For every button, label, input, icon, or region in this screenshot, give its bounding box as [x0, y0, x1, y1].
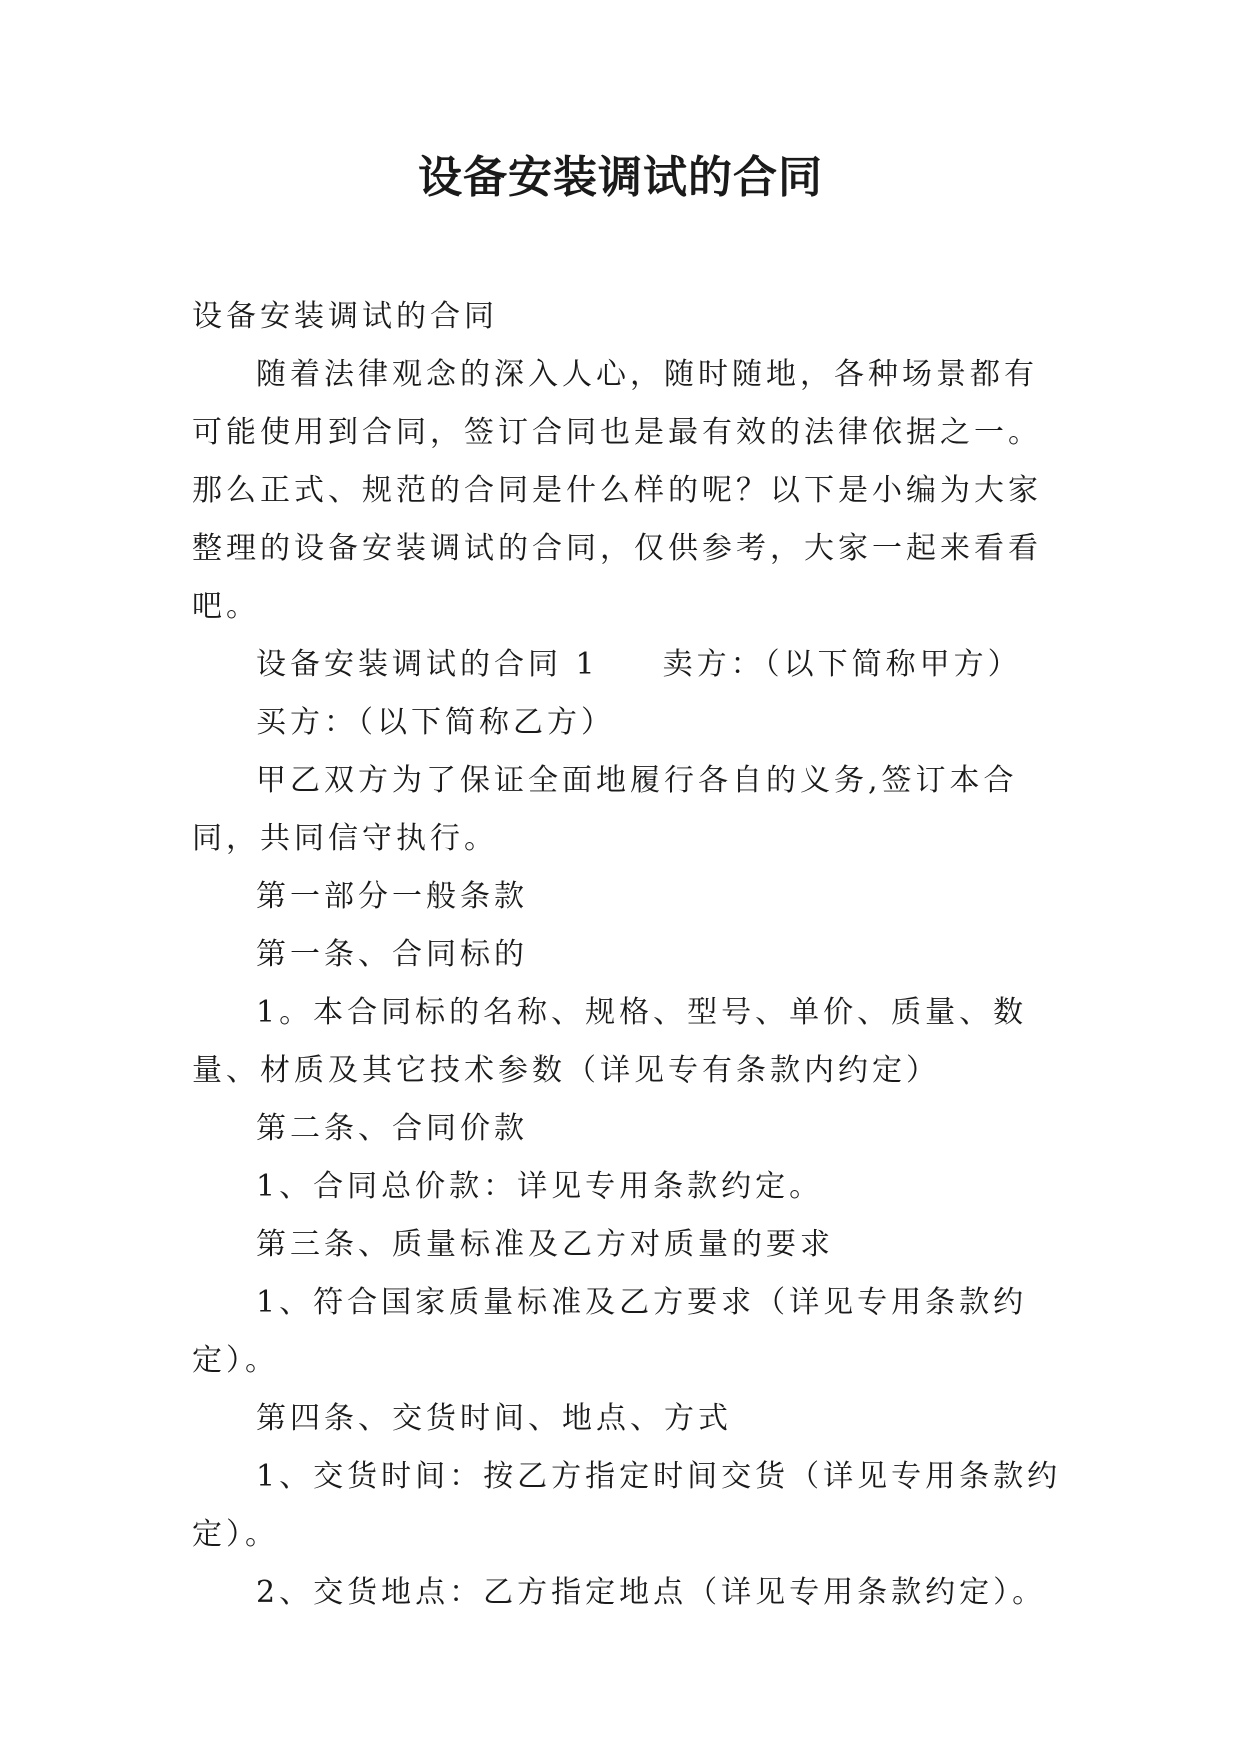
paragraph-article-4: 第四条、交货时间、地点、方式: [256, 1401, 732, 1436]
contract-number-label: 设备安装调试的合同 1: [256, 647, 599, 682]
paragraph-article-1: 第一条、合同标的: [256, 937, 528, 972]
paragraph-subtitle: 设备安装调试的合同: [192, 299, 498, 334]
seller-label: 卖方：（以下简称甲方）: [662, 647, 1022, 682]
paragraph-article-4-item-1: 1、交货时间：按乙方指定时间交货（详见专用条款约定）。: [192, 1459, 1062, 1552]
paragraph-intro: 随着法律观念的深入人心，随时随地，各种场景都有可能使用到合同，签订合同也是最有效的法律依据之一。那么正式、规范的合同是什么样的呢？以下是小编为大家整理的设备安装调试的合同，仅供参考，大家一起来看看吧。: [192, 357, 1042, 624]
paragraph-contract-heading: [192, 636, 1062, 694]
paragraph-article-2-item-1: 1、合同总价款：详见专用条款约定。: [256, 1169, 824, 1204]
paragraph-article-3-item-1: 1、符合国家质量标准及乙方要求（详见专用条款约定）。: [192, 1285, 1028, 1378]
paragraph-article-3: 第三条、质量标准及乙方对质量的要求: [256, 1227, 834, 1262]
paragraph-agreement: 甲乙双方为了保证全面地履行各自的义务,签订本合同，共同信守执行。: [192, 763, 1018, 856]
paragraph-article-2: 第二条、合同价款: [256, 1111, 528, 1146]
document-title: 设备安装调试的合同: [418, 152, 823, 203]
paragraph-buyer: 买方：（以下简称乙方）: [256, 705, 615, 740]
paragraph-article-1-item-1: 1。本合同标的名称、规格、型号、单价、质量、数量、材质及其它技术参数（详见专有条款内约定）: [192, 995, 1028, 1088]
document-body: [192, 288, 1062, 1622]
paragraph-article-4-item-2: 2、交货地点：乙方指定地点（详见专用条款约定）。: [256, 1575, 1047, 1610]
paragraph-part-one: 第一部分一般条款: [256, 879, 528, 914]
